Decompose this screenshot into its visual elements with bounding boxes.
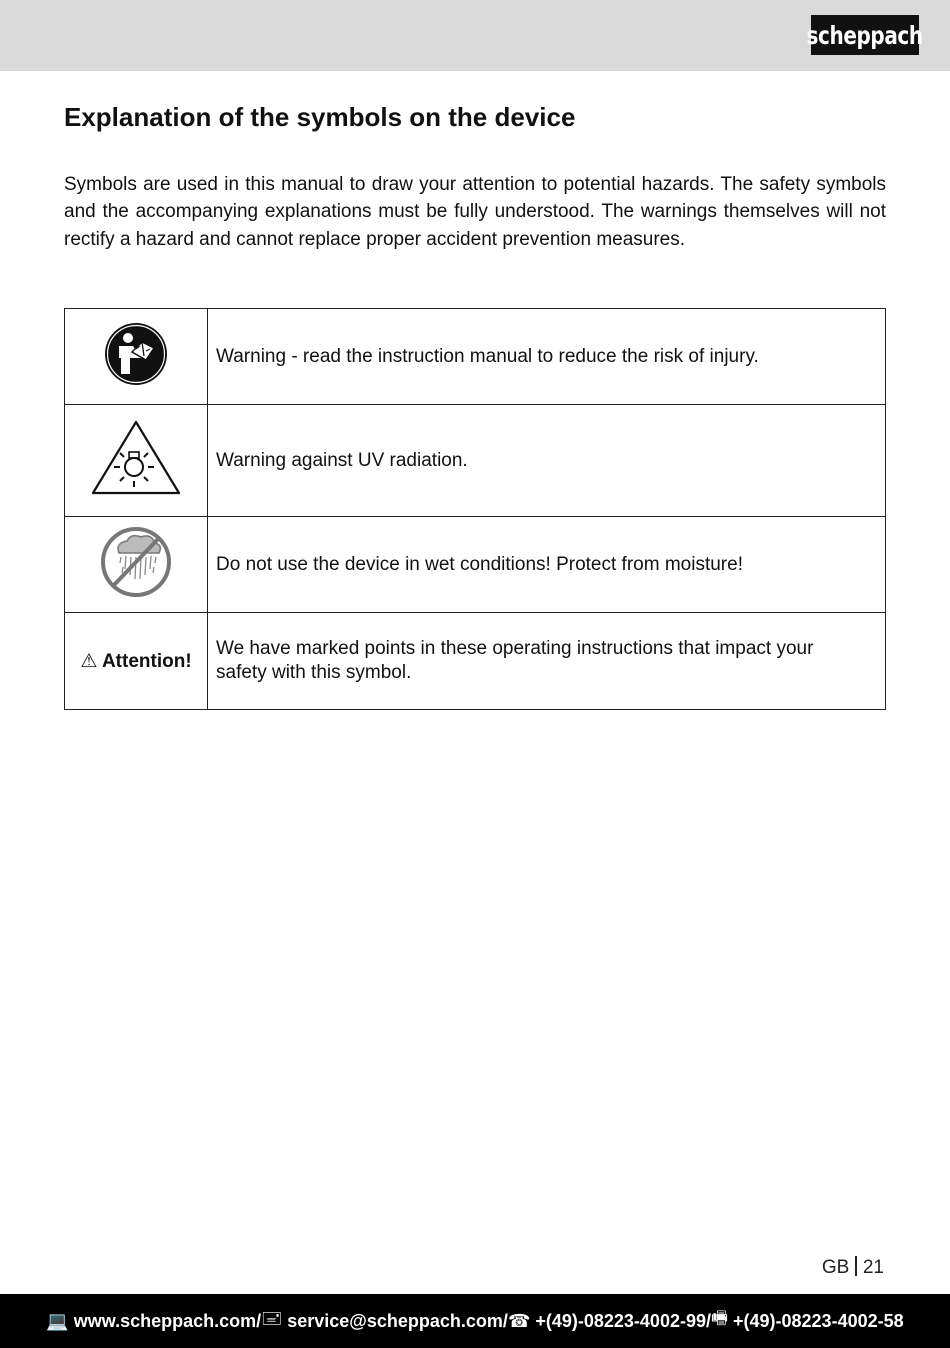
scheppach-logo: scheppach bbox=[811, 15, 919, 55]
page-number: GB 21 bbox=[821, 1257, 884, 1278]
symbol-description: We have marked points in these operating instructions that impact your safety with this symbol. bbox=[208, 613, 886, 710]
attention-cell bbox=[65, 613, 208, 710]
computer-icon: 💻 bbox=[46, 1310, 69, 1331]
symbol-cell bbox=[65, 405, 208, 517]
email-link[interactable]: service@scheppach.com bbox=[287, 1310, 503, 1331]
symbols-table bbox=[64, 308, 886, 710]
footer-contact-bar: 💻 www.scheppach.com / 🖃 service@scheppach.com / ☎ +(49)-08223-4002-99 / 🖷 +(49)-08223-4002-58 bbox=[0, 1294, 950, 1348]
phone-icon: ☎ bbox=[507, 1310, 531, 1331]
symbol-description: Warning - read the instruction manual to reduce the risk of injury. bbox=[208, 309, 886, 405]
symbol-cell bbox=[65, 309, 208, 405]
fax-number: +(49)-08223-4002-58 bbox=[733, 1310, 904, 1331]
website-link[interactable]: www.scheppach.com bbox=[73, 1310, 257, 1331]
symbol-description: Warning against UV radiation. bbox=[208, 405, 886, 517]
table-row bbox=[65, 613, 886, 710]
page-title: Explanation of the symbols on the device bbox=[64, 102, 576, 132]
no-wet-conditions-icon bbox=[99, 525, 173, 599]
symbol-description: Do not use the device in wet conditions! Protect from moisture! bbox=[208, 517, 886, 613]
table-row bbox=[65, 405, 886, 517]
uv-radiation-warning-icon bbox=[90, 419, 182, 497]
table-row bbox=[65, 309, 886, 405]
email-icon: 🖃 bbox=[261, 1308, 283, 1328]
symbol-cell bbox=[65, 517, 208, 613]
phone-number: +(49)-08223-4002-99 bbox=[535, 1310, 706, 1331]
table-row bbox=[65, 517, 886, 613]
read-manual-icon bbox=[104, 322, 168, 386]
intro-paragraph: Symbols are used in this manual to draw your attention to potential hazards. The safety symbols and the accompanying explanations must be fully understood. The warnings themselves will not rectify a hazard and cannot replace proper accident prevention measures. bbox=[64, 174, 886, 250]
attention-triangle-icon: ⚠ bbox=[80, 650, 98, 672]
fax-icon: 🖷 bbox=[711, 1308, 728, 1328]
attention-label: ⚠ Attention! bbox=[80, 650, 192, 672]
